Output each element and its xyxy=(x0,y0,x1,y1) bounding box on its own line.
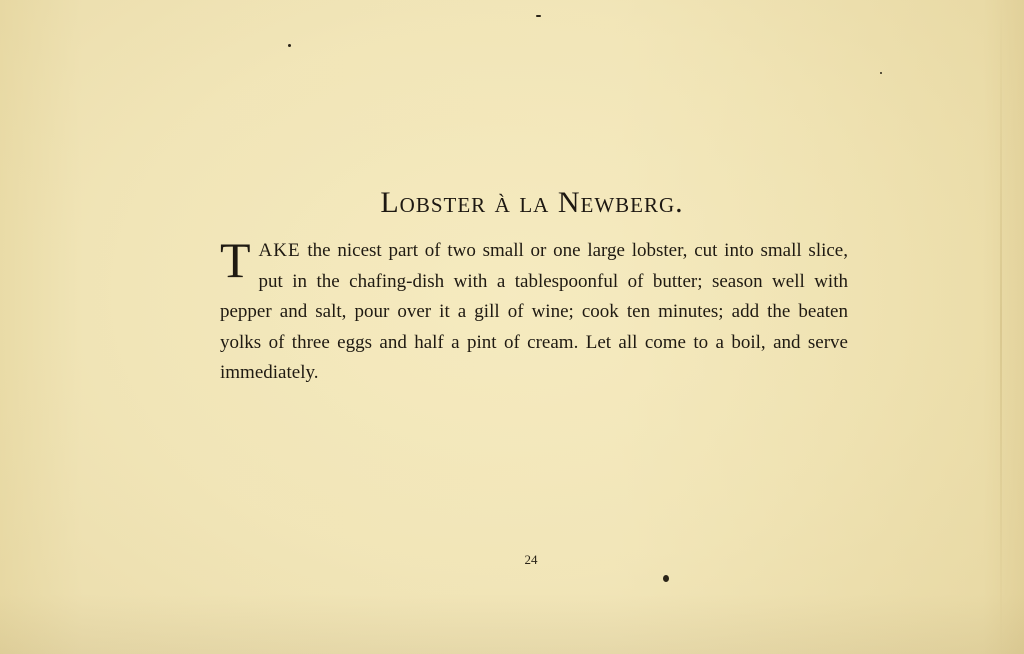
page-number: 24 xyxy=(524,552,538,567)
lead-caps: AKE xyxy=(258,240,301,261)
ink-speck xyxy=(880,72,882,74)
drop-cap: T xyxy=(220,232,251,288)
recipe-text: the nicest part of two small or one large lobster, cut into small slice, put in the chafing-dish with a tablespoonful of butter; season well with pepper and salt, pour over it a gill of wine; cook ten minutes; add the beaten yolks of three eggs and half a pint of cream. Let all come to a boil, and serve immediately. xyxy=(220,240,848,384)
page-shadow xyxy=(0,594,1024,654)
recipe-body xyxy=(220,232,848,389)
ink-speck xyxy=(288,44,291,47)
ink-speck xyxy=(663,575,669,582)
ink-speck xyxy=(536,15,541,17)
recipe-title: Lobster à la Newberg. xyxy=(380,186,684,219)
